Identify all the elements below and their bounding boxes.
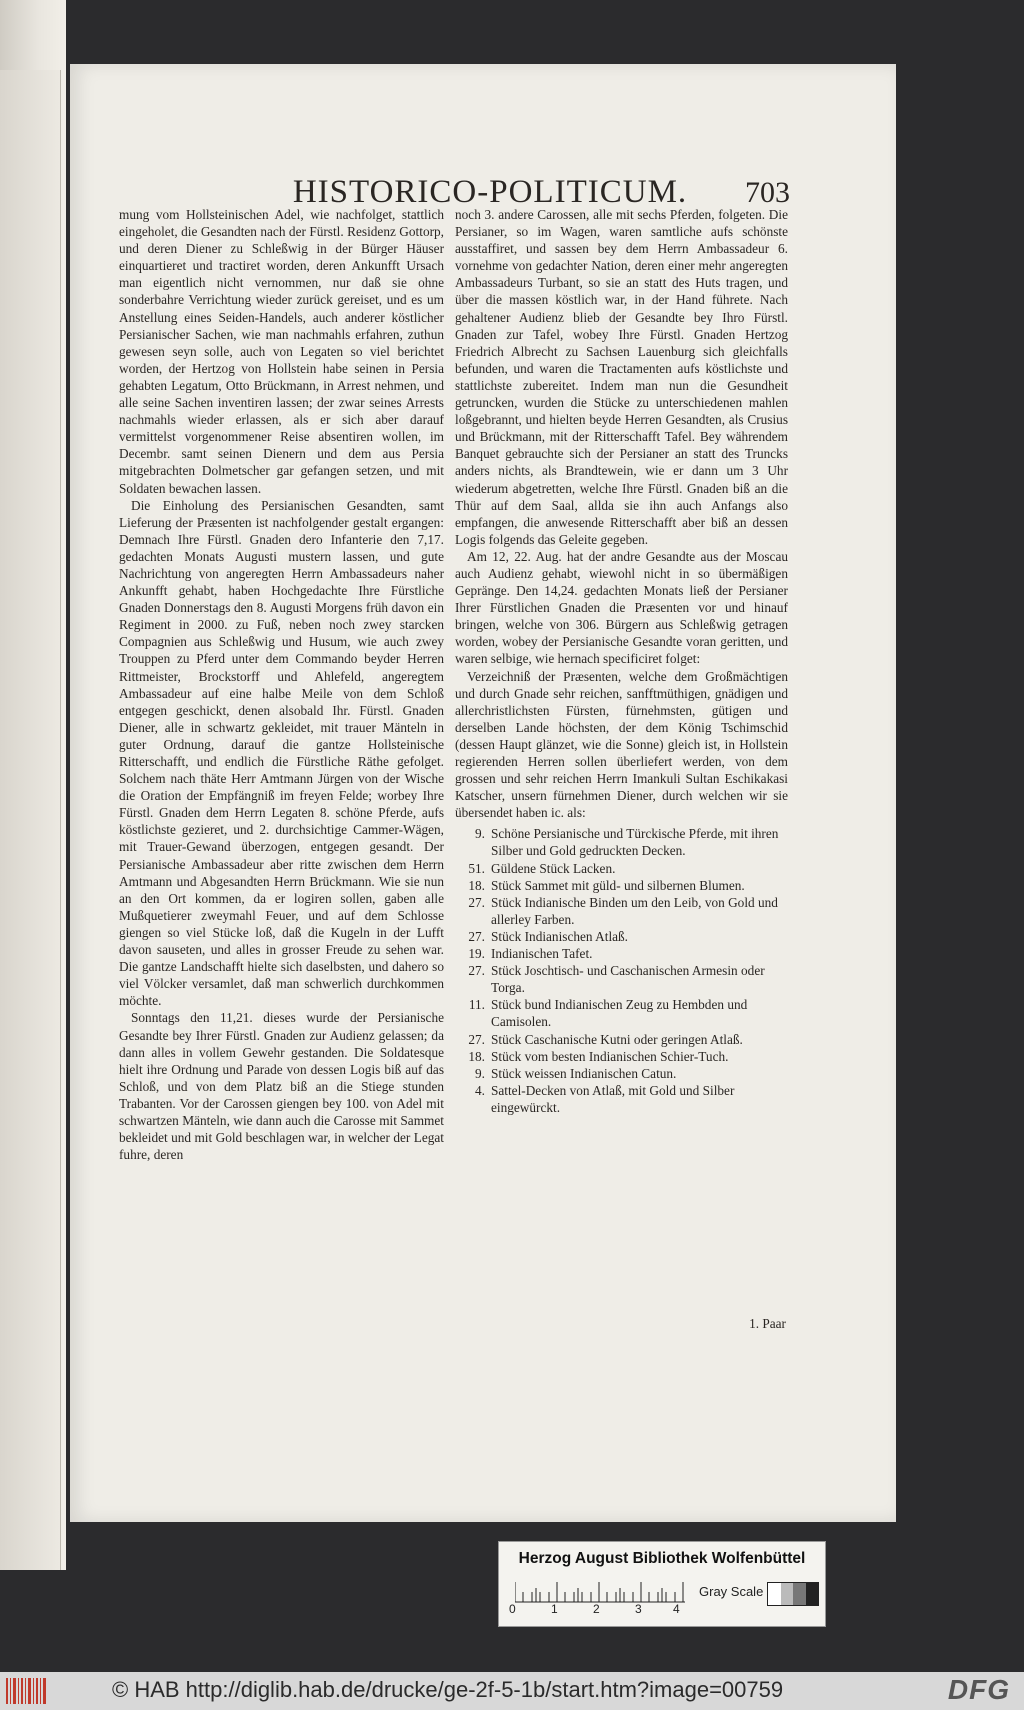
measurement-ruler [515, 1578, 685, 1604]
ruler-number: 2 [593, 1602, 600, 1616]
library-label-card [498, 1541, 826, 1627]
paragraph: Die Einholung des Persianischen Gesandten, samt Lieferung der Præsenten ist nachfolgender gestalt ergangen: Demnach Ihre Fürstl. Gnaden dero Infanterie den 7,17. gedachten Monats Augusti mustern lassen, und gute Nachrichtung von angeregten Herrn Ambassadeurs naher Ankunfft gehabt, haben Hochgedachte Ihre Fürstliche Gnaden Donnerstags den 8. Augusti Morgens früh davon ein Regiment in 2000. zu Fuß, neben noch zwey starcken Compagnien aus Schleßwig und Husum, wie auch zwey Trouppen zu Pferd unter dem Commando beyder Herren Rittmeister, Brockstorff und Ahlefeld, angeregtem Ambassadeur auf eine halbe Meile von dem Schloß entgegen geschickt, denen alsobald Ihr. Fürstl. Gnaden Diener, alle in schwartz gekleidet, mit trauer Mänteln in guter Ordnung, darauf die gantze Hollsteinische Ritterschafft, und endlich die Fürstliche Räthe gefolget. Solchem nach thäte Herr Amtmann Jürgen von der Wische die Oration der Empfängniß im freyen Felde; worbey Ihre Fürstl. Gnaden dem Herrn Legaten 8. schöne Pferde, aufs köstlichste gezieret, und 2. durchsichtige Cammer-Wägen, mit Trauer-Gewand überzogen, entgegen gesandt. Der Persianische Ambassadeur aber ritte zwischen dem Herrn Amtmann und Abgesandten Herrn Brückmann. Wie sie nun an den Ort kommen, da er logiren sollen, gaben alle Mußquetierer zweymahl Feuer, und auf dem Schlosse giengen so viel Stücke loß, daß die Kugeln in der Lufft davon sauseten, und alles in grosser Freude zu sehen war. Die gantze Landschafft hielte sich daselbsten, und dahero so viel Völcker versamlet, daß man schwerlich durchkommen möchte. [119, 497, 444, 1009]
footer-bar [0, 1672, 1024, 1710]
item-quantity: 4. [475, 1082, 485, 1098]
list-item [455, 996, 788, 1030]
paragraph: Verzeichniß der Præsenten, welche dem Großmächtigen und durch Gnade sehr reichen, sanfftmüthigen, gnädigen und allerchristlichsten Fürsten, fürnehmsten, gütigen und derselben Lande höchsten, der dem König Tschimschid (dessen Haupt glänzet, wie die Sonne) gleich ist, in Hollstein regierenden Herren sollen überliefert werden, von dem grossen und sehr reichen Herrn Imankuli Sultan Eschikakasi Katscher, unsern fürnehmen Diener, durch welchen wir sie übersendet haben ic. als: [455, 668, 788, 821]
gray-scale-label: Gray Scale [699, 1584, 764, 1599]
item-quantity: 19. [468, 946, 485, 962]
item-quantity: 18. [468, 877, 485, 893]
item-quantity: 9. [475, 1065, 485, 1081]
item-quantity: 27. [468, 1031, 485, 1047]
item-description: Stück Caschanische Kutni oder geringen Atlaß. [491, 1031, 743, 1047]
item-quantity: 51. [468, 860, 485, 876]
paragraph: noch 3. andere Carossen, alle mit sechs Pferden, folgeten. Die Persianer, so im Wagen, waren samtliche aufs schönste ausstaffiret, und sassen bey dem Herrn Ambassadeur 6. vornehme von gedachter Nation, deren einer mehr angeregten Ambassadeurs Turbant, so sie an statt des Huts tragen, und über die massen köstlich war, in der Hand führete. Nach gehaltener Audienz blieb der Gesandte bey Ihro Fürstl. Gnaden zur Tafel, wobey Ihre Fürstl. Gnaden Hertzog Friedrich Albrecht zu Sachsen Lauenburg sich gleichfalls befunden, und waren die Tractamenten aufs köstlichste und stattlichste zubereitet. Indem man nun die Gesundheit getruncken, wurden die Stücke zu unterschiedenen mahlen loßgebrannt, und hielten beyde Herren Gesandten, als Crusius und Brückmann, mit der Ritterschafft Tafel. Bey währendem Banquet gebrauchte sich der Persianer an statt des Truncks anders nichts, als Brandtewein, wie er dann um 3 Uhr wiederum abgetretten, welche Ihre Fürstl. Gnaden biß an die Thür auf dem Saal, allda sie ihn auch Anfangs also empfangen, die anwesende Ritterschafft aber biß an dessen Logis folgends das Geleite gegeben. [455, 207, 788, 547]
list-item [455, 1031, 788, 1048]
previous-page-edge [0, 70, 61, 1570]
item-description: Güldene Stück Lacken. [491, 860, 616, 876]
catchword: 1. Paar [749, 1316, 786, 1331]
item-description: Sattel-Decken von Atlaß, mit Gold und Silber eingewürckt. [491, 1082, 735, 1115]
page-number: 703 [745, 176, 790, 209]
item-description: Stück Indianischen Atlaß. [491, 928, 629, 944]
item-description: Stück Indianische Binden um den Leib, von Gold und allerley Farben. [491, 894, 778, 927]
barcode-icon [6, 1678, 46, 1704]
running-head: HISTORICO-POLITICUM. [292, 174, 688, 210]
paragraph: mung vom Hollsteinischen Adel, wie nachfolget, stattlich eingeholet, die Gesandten nach der Fürstl. Residenz Gottorp, und deren Diener zu Schleßwig in der Bürger Häuser einquartieret und tractiret worden, deren Ankunfft Ursach man eigentlich nicht vernommen, nur daß sie ohne sonderbahre Verrichtung wieder zurück gereiset, und es um Anstellung eines Seiden-Handels, auch anderer köstlicher Persianischer Sachen, wie man nachmahls erfahren, zuthun gewesen seyn solle, auch von Legaten so viel berichtet worden, der Hertzog von Hollstein habe seinen in Persia gehabten Legatum, Otto Brückmann, in Arrest nehmen, und alle seine Sachen inventiren lassen; der zwar seines Arrests nachmahls wieder erlassen, als er sich aber darauf vermittelst vorgenommener Reise absentiren wollen, im Decembr. samt seinen Dienern und dem aus Persia mitgebrachten Dolmetscher gar gefangen setzen, und mit Soldaten bewachen lassen. [119, 207, 444, 496]
item-quantity: 27. [468, 894, 485, 910]
presents-list [455, 825, 788, 1116]
item-description: Stück vom besten Indianischen Schier-Tuch. [491, 1048, 729, 1064]
item-quantity: 18. [468, 1048, 485, 1064]
right-text-column [455, 206, 788, 1116]
list-item [455, 1048, 788, 1065]
left-text-column [119, 206, 444, 1163]
list-item [455, 1082, 788, 1116]
ruler-number: 0 [509, 1602, 516, 1616]
item-quantity: 9. [475, 826, 485, 842]
ruler-number: 3 [635, 1602, 642, 1616]
library-name: Herzog August Bibliothek Wolfenbüttel [518, 1550, 806, 1567]
list-item [455, 945, 788, 962]
gray-scale-swatch [767, 1582, 819, 1606]
item-description: Stück Joschtisch- und Caschanischen Armesin oder Torga. [491, 963, 765, 996]
book-page [70, 64, 896, 1522]
item-quantity: 27. [468, 963, 485, 979]
list-item [455, 894, 788, 928]
paragraph: Am 12, 22. Aug. hat der andre Gesandte aus der Moscau auch Audienz gehabt, wiewohl nicht in so übermäßigen Gepränge. Den 14,24. gedachten Monats ließ der Persianer Ihrer Fürstlichen Gnaden die Præsenten vor und hinauf bringen, welche von 306. Bürgern aus Schleßwig getragen worden, wobey der Persianische Gesandte voran geritten, und waren selbige, wie hernach specificiret folget: [455, 548, 788, 667]
ruler-number: 4 [673, 1602, 680, 1616]
item-description: Stück weissen Indianischen Catun. [491, 1065, 677, 1081]
book-binding-edge [0, 0, 66, 1570]
ruler-number: 1 [551, 1602, 558, 1616]
list-item [455, 962, 788, 996]
paragraph: Sonntags den 11,21. dieses wurde der Persianische Gesandte bey Ihrer Fürstl. Gnaden zur Audienz gelassen; da dann alles in vollem Gewehr gestanden. Die Soldatesque hielt ihre Ordnung und Parade von dessen Logis biß auf das Schloß, und von dem Platz biß an die Stiege stunden Trabanten. Vor der Carossen giengen bey 100. von Adel mit schwartzen Mänteln, wie dann auch die Carosse mit Sammet bekleidet und mit Gold beschlagen war, in welcher der Legat fuhre, deren [119, 1010, 444, 1163]
list-item [455, 928, 788, 945]
item-description: Stück Sammet mit güld- und silbernen Blumen. [491, 877, 745, 893]
dfg-logo: DFG [947, 1674, 1010, 1705]
list-item [455, 877, 788, 894]
list-item [455, 825, 788, 859]
item-quantity: 27. [468, 928, 485, 944]
list-item [455, 1065, 788, 1082]
item-quantity: 11. [468, 997, 485, 1013]
item-description: Schöne Persianische und Türckische Pferde, mit ihren Silber und Gold gedruckten Decken. [491, 826, 779, 859]
copyright-link[interactable]: © HAB http://diglib.hab.de/drucke/ge-2f-5-1b/start.htm?image=00759 [112, 1677, 784, 1702]
item-description: Stück bund Indianischen Zeug zu Hembden und Camisolen. [491, 997, 748, 1030]
item-description: Indianischen Tafet. [491, 946, 593, 962]
list-item [455, 860, 788, 877]
